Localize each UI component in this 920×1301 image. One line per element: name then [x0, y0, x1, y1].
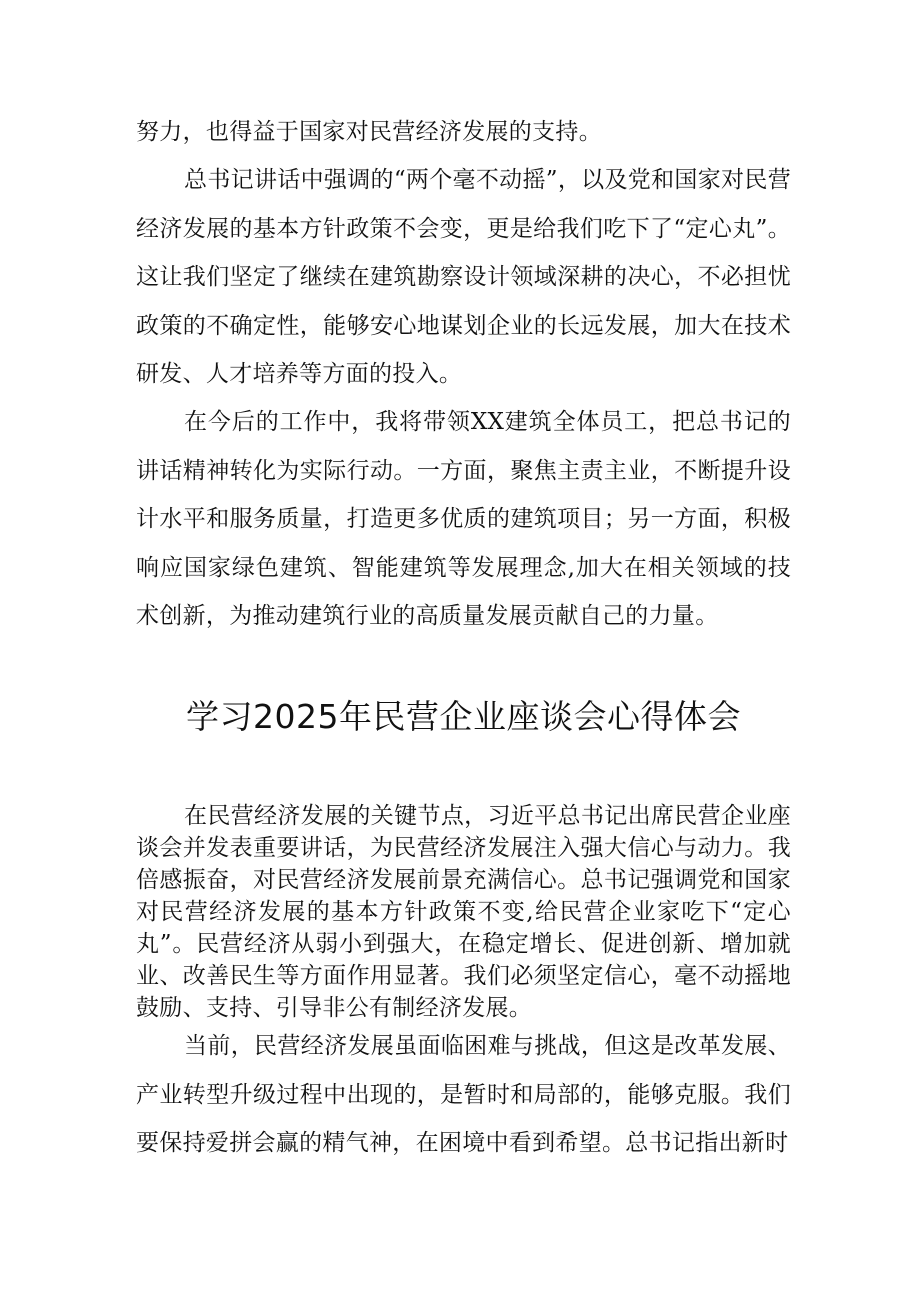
paragraph-key-moment: 在民营经济发展的关键节点，习近平总书记出席民营企业座谈会并发表重要讲话，为民营经济发展注入强大信心与动力。我倍感振奋，对民营经济发展前景充满信心。总书记强调党和国家对民营经济发展的基本方针政策不变,给民营企业家吃下“定心丸”。民营经济从弱小到强大，在稳定增长、促进创新、增加就业、改善民生等方面作用显著。我们必须坚定信心，毫不动摇地鼓励、支持、引导非公有制经济发展。: [136, 803, 791, 1021]
paragraph-two-unwavering: 总书记讲话中强调的“两个毫不动摇”，以及党和国家对民营经济发展的基本方针政策不会变，更是给我们吃下了“定心丸”。这让我们坚定了继续在建筑勘察设计领域深耕的决心，不必担忧政策的不确定性，能够安心地谋划企业的长远发展，加大在技术研发、人才培养等方面的投入。: [136, 167, 791, 387]
paragraph-current-difficulties: 当前，民营经济发展虽面临困难与挑战，但这是改革发展、产业转型升级过程中出现的，是暂时和局部的，能够克服。我们要保持爱拼会赢的精气神，在困境中看到希望。总书记指出新时: [136, 1033, 791, 1156]
document-title: 学习2025年民营企业座谈会心得体会: [186, 697, 741, 736]
paragraph-continued: 努力，也得益于国家对民营经济发展的支持。: [136, 119, 602, 145]
paragraph-future-work: 在今后的工作中，我将带领XX建筑全体员工，把总书记的讲话精神转化为实际行动。一方面，聚焦主责主业，不断提升设计水平和服务质量，打造更多优质的建筑项目；另一方面，积极响应国家绿色建筑、智能建筑等发展理念,加大在相关领域的技术创新，为推动建筑行业的高质量发展贡献自己的力量。: [136, 409, 791, 629]
